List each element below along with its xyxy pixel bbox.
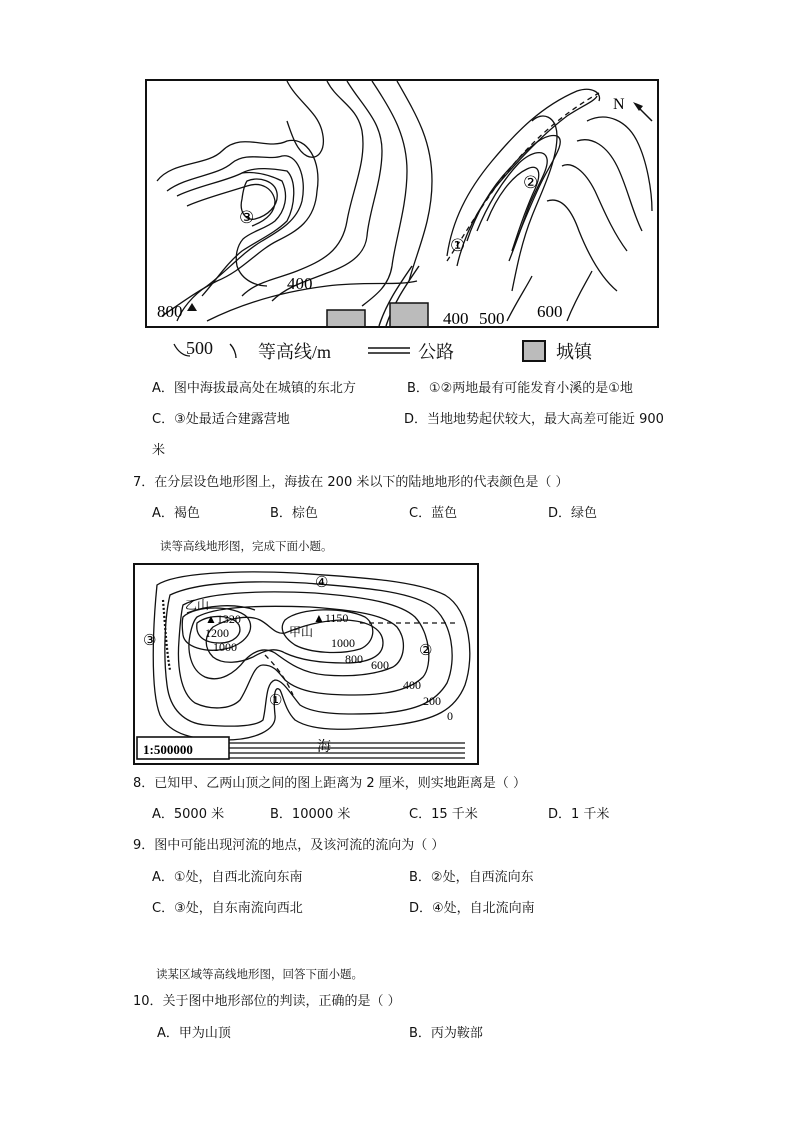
q6-option-d-continued: 米	[152, 443, 166, 458]
contour-1000a-label: 1000	[213, 640, 237, 654]
town-square-2	[390, 303, 428, 326]
peak-triangle	[187, 303, 197, 311]
q6-option-a: A．图中海拔最高处在城镇的东北方	[152, 381, 356, 396]
sea-label: 海	[317, 740, 331, 755]
q8-option-c: C．15 千米	[409, 807, 478, 822]
q6-option-d: D．当地地势起伏较大，最大高差可能近 900	[404, 412, 664, 427]
q10-option-a: A．甲为山顶	[157, 1026, 231, 1041]
contour-800-label: 800	[345, 652, 363, 666]
legend-contour-label: 等高线/m	[258, 342, 332, 362]
elevation-1320-label: ▲1320	[205, 612, 241, 626]
yishan-label: 乙山	[185, 598, 210, 612]
section-intro-3: 读某区域等高线地形图，回答下面小题。	[156, 967, 363, 981]
q8-option-b: B．10000 米	[270, 807, 351, 822]
point-2-label: ②	[523, 173, 539, 192]
q6-option-c: C．③处最适合建露营地	[152, 412, 290, 427]
north-label: N	[613, 96, 625, 113]
q6-option-b: B．①②两地最有可能发育小溪的是①地	[407, 381, 633, 396]
point-1-label: ①	[450, 236, 466, 255]
point-3-label: ③	[143, 633, 157, 649]
q10-option-b: B．丙为鞍部	[409, 1026, 483, 1041]
q8-option-d: D．1 千米	[548, 807, 610, 822]
north-arrow-icon	[633, 102, 652, 121]
q10-stem: 10．关于图中地形部位的判读，正确的是（ ）	[133, 994, 401, 1009]
contour-500-label: 500	[479, 309, 505, 326]
contour-1000b-label: 1000	[331, 636, 355, 650]
contour-600-label: 600	[371, 658, 389, 672]
legend-road-label: 公路	[418, 342, 454, 362]
road-legend-icon	[368, 346, 410, 356]
contour-legend-tail-icon	[228, 342, 238, 360]
q9-option-c: C．③处，自东南流向西北	[152, 901, 303, 916]
legend-contour-value: 500	[186, 338, 213, 358]
q7-option-a: A．褐色	[152, 506, 200, 521]
point-1-label: ①	[269, 693, 283, 709]
elevation-1150-label: ▲1150	[313, 611, 349, 625]
q7-option-d: D．绿色	[548, 506, 598, 521]
q9-option-d: D．④处，自北流向南	[409, 901, 535, 916]
contour-400-label: 400	[287, 274, 313, 293]
section-intro-2: 读等高线地形图，完成下面小题。	[160, 539, 333, 553]
jiashan-label: 甲山	[289, 625, 314, 639]
contour-0-label: 0	[447, 709, 453, 723]
q8-stem: 8．已知甲、乙两山顶之间的图上距离为 2 厘米，则实地距离是（ ）	[133, 776, 526, 791]
q7-stem: 7．在分层设色地形图上，海拔在 200 米以下的陆地地形的代表颜色是（ ）	[133, 475, 569, 490]
contour-map-2	[133, 563, 479, 765]
q7-option-b: B．棕色	[270, 506, 318, 521]
point-4-label: ④	[315, 575, 329, 591]
contour-200-label: 200	[423, 694, 441, 708]
contour-400-label: 400	[403, 678, 421, 692]
town-square-1	[327, 310, 365, 326]
q9-stem: 9．图中可能出现河流的地点，及该河流的流向为（ ）	[133, 838, 445, 853]
legend-town-label: 城镇	[556, 342, 592, 362]
town-legend-icon	[522, 340, 546, 362]
contour-map-1-drawing	[147, 81, 657, 326]
q9-option-b: B．②处，自西流向东	[409, 870, 534, 885]
q8-option-a: A．5000 米	[152, 807, 225, 822]
scale-label: 1:500000	[143, 742, 193, 757]
contour-map-2-drawing	[135, 565, 477, 763]
point-2-label: ②	[419, 643, 433, 659]
q9-option-a: A．①处，自西北流向东南	[152, 870, 303, 885]
contour-1200-label: 1200	[205, 626, 229, 640]
point-3-label: ③	[239, 208, 255, 227]
q7-option-c: C．蓝色	[409, 506, 458, 521]
contour-map-1	[145, 79, 659, 328]
elevation-800-label: 800	[157, 302, 183, 321]
contour-600-label: 600	[537, 302, 563, 321]
contour-400b-label: 400	[443, 309, 469, 326]
